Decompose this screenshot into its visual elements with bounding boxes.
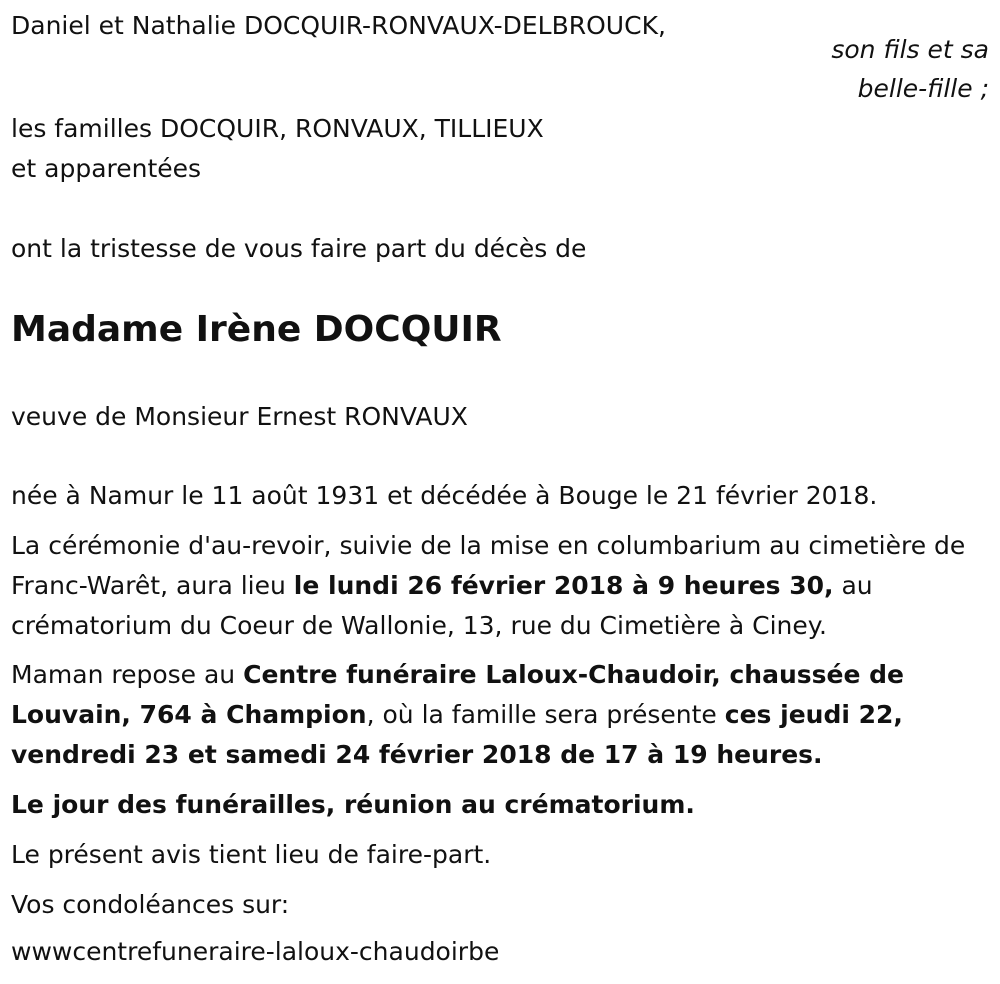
widow-of-text: veuve de Monsieur Ernest RONVAUX — [11, 402, 468, 431]
notice-text: Le présent avis tient lieu de faire-part. — [11, 840, 492, 869]
website-link[interactable]: wwwcentrefuneraire-laloux-chaudoirbe — [11, 937, 500, 966]
deceased-name: Madame Irène DOCQUIR — [11, 309, 502, 350]
rest-place: Centre funéraire Laloux-Chaudoir, chaussée de Louvain, 764 à Champion — [11, 660, 904, 729]
son-name: Daniel et Nathalie DOCQUIR-RONVAUX-DELBROUCK, — [11, 11, 666, 40]
families-line-2: et apparentées — [11, 154, 202, 183]
son-relation-line-2: belle-fille ; — [857, 74, 989, 103]
ceremony-date: le lundi 26 février 2018 à 9 heures 30, — [293, 571, 834, 600]
rest-paragraph — [11, 655, 996, 775]
son-relation-line-1: son fils et sa — [831, 35, 989, 64]
funeral-day-text: Le jour des funérailles, réunion au crématorium. — [11, 790, 695, 819]
announcement-text: ont la tristesse de vous faire part du décès de — [11, 234, 587, 263]
ceremony-text-1: La cérémonie d'au-revoir, suivie de la mise en columbarium au cimetière de Franc-Warêt, aura lieu — [11, 531, 966, 600]
rest-text-1: Maman repose au — [11, 660, 244, 689]
birth-death-text: née à Namur le 11 août 1931 et décédée à Bouge le 21 février 2018. — [11, 481, 878, 510]
condolences-label: Vos condoléances sur: — [11, 890, 290, 919]
rest-text-2: , où la famille sera présente — [366, 700, 725, 729]
families-line-1: les familles DOCQUIR, RONVAUX, TILLIEUX — [11, 114, 544, 143]
ceremony-text-2: au crématorium du Coeur de Wallonie, 13, rue du Cimetière à Ciney. — [11, 571, 873, 640]
rest-dates: ces jeudi 22, vendredi 23 et samedi 24 février 2018 de 17 à 19 heures. — [11, 700, 903, 769]
ceremony-paragraph — [11, 526, 996, 646]
